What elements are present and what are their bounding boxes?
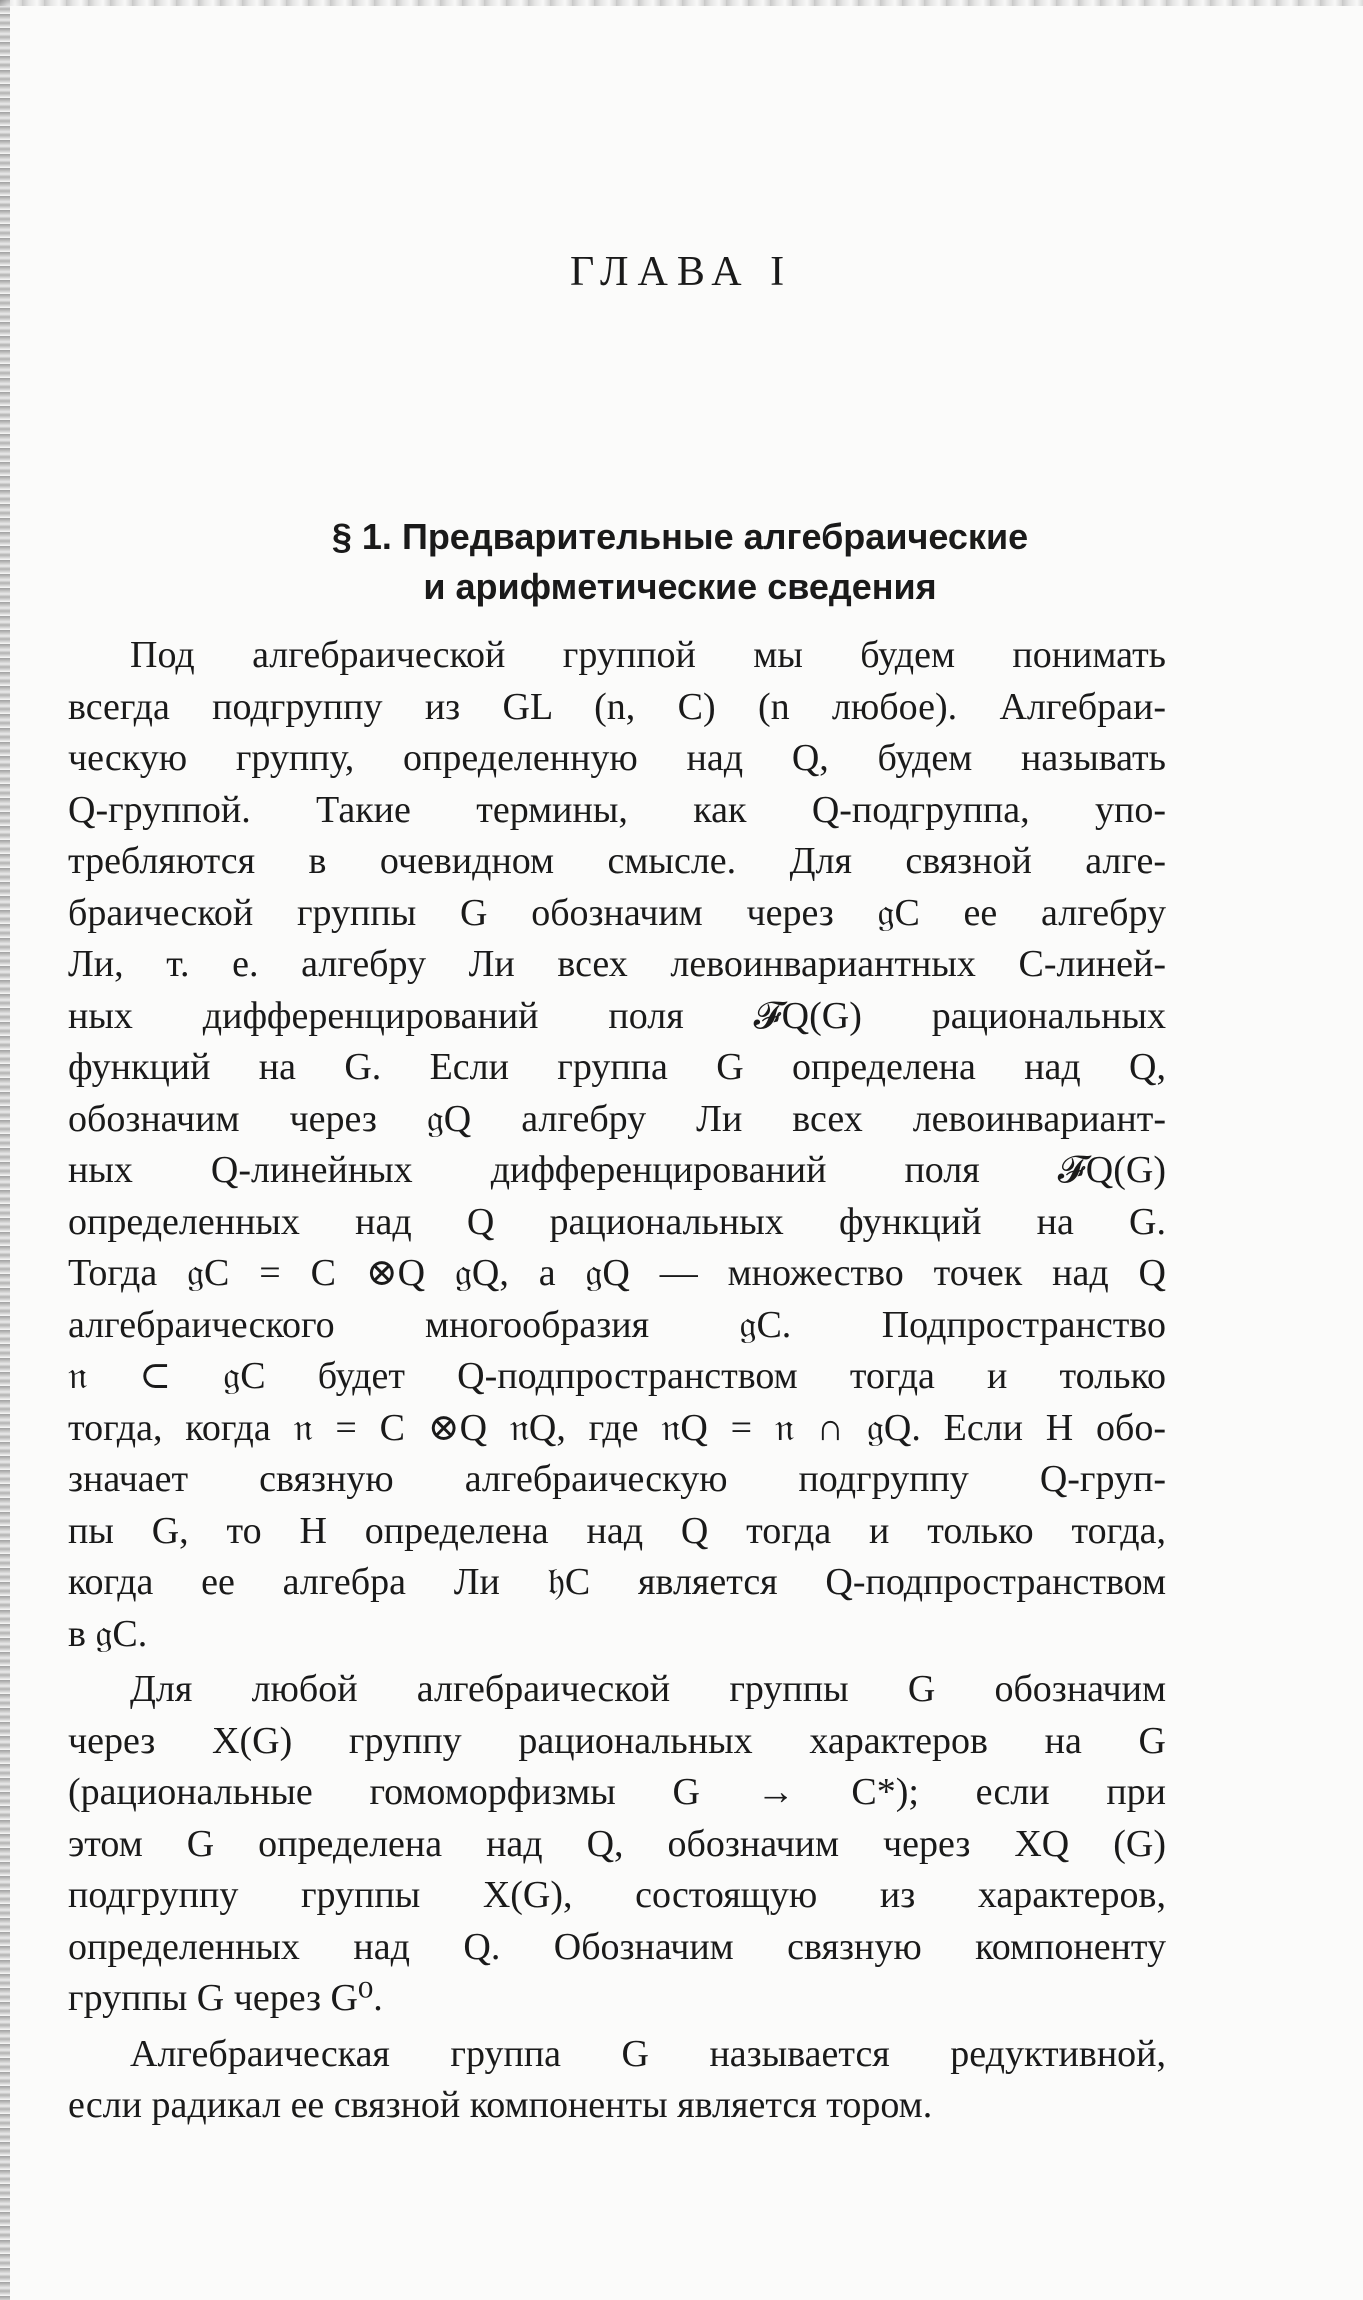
text-line: ческую группу, определенную над Q, будем называть bbox=[68, 737, 1166, 779]
section-title-line-1: § 1. Предварительные алгебраические bbox=[331, 516, 1029, 557]
text-line: подгруппу группы X(G), состоящую из характеров, bbox=[68, 1874, 1166, 1916]
text-line: Ли, т. е. алгебру Ли всех левоинвариантных C-линей- bbox=[68, 943, 1166, 985]
text-line: Q-группой. Такие термины, как Q-подгруппа, упо- bbox=[68, 788, 1166, 831]
text-line: ных дифференцирований поля 𝓕Q(G) рациональных bbox=[68, 994, 1166, 1037]
text-line: если радикал ее связной компоненты является тором. bbox=[68, 2084, 933, 2126]
chapter-title: ГЛАВА I bbox=[569, 249, 794, 295]
paragraph-3 bbox=[68, 2029, 1166, 2132]
text-line: браической группы G обозначим через 𝔤C ее алгебру bbox=[68, 891, 1166, 934]
text-line: пы G, то H определена над Q тогда и только тогда, bbox=[68, 1509, 1166, 1552]
text-line: определенных над Q рациональных функций на G. bbox=[68, 1200, 1166, 1243]
text-line: тогда, когда 𝔫 = C ⊗Q 𝔫Q, где 𝔫Q = 𝔫 ∩ 𝔤Q. Если H обо- bbox=[68, 1406, 1166, 1449]
text-line: (рациональные гомоморфизмы G → C*); если при bbox=[68, 1771, 1166, 1813]
page-left-edge-scan-noise bbox=[0, 0, 10, 2300]
section-title bbox=[140, 512, 1220, 612]
text-line: функций на G. Если группа G определена над Q, bbox=[68, 1046, 1166, 1088]
text-line: значает связную алгебраическую подгруппу Q-груп- bbox=[68, 1458, 1166, 1500]
text-line: этом G определена над Q, обозначим через XQ (G) bbox=[68, 1822, 1166, 1865]
text-line: обозначим через 𝔤Q алгебру Ли всех левоинвариант- bbox=[68, 1097, 1166, 1140]
text-line: ных Q-линейных дифференцирований поля 𝓕Q(G) bbox=[68, 1149, 1166, 1191]
paragraph-1 bbox=[68, 630, 1166, 1660]
text-line: требляются в очевидном смысле. Для связной алге- bbox=[68, 840, 1166, 882]
text-line: 𝔫 ⊂ 𝔤C будет Q-подпространством тогда и только bbox=[68, 1355, 1166, 1397]
body-text bbox=[68, 630, 1166, 2132]
section-title-line-2: и арифметические сведения bbox=[423, 566, 937, 607]
text-line: Тогда 𝔤C = C ⊗Q 𝔤Q, а 𝔤Q — множество точек над Q bbox=[68, 1252, 1166, 1294]
text-line: всегда подгруппу из GL (n, C) (n любое). Алгебраи- bbox=[68, 685, 1166, 728]
text-line: через X(G) группу рациональных характеров на G bbox=[68, 1719, 1166, 1762]
text-line: когда ее алгебра Ли 𝔥C является Q-подпространством bbox=[68, 1561, 1166, 1603]
text-line: определенных над Q. Обозначим связную компоненту bbox=[68, 1925, 1166, 1968]
page-top-edge-scan-noise bbox=[0, 0, 1363, 6]
text-line: Под алгебраической группой мы будем понимать bbox=[130, 634, 1166, 676]
text-line: Для любой алгебраической группы G обозначим bbox=[130, 1668, 1166, 1710]
paragraph-2 bbox=[68, 1664, 1166, 2025]
text-line: в 𝔤C. bbox=[68, 1612, 148, 1655]
text-line: группы G через G⁰. bbox=[68, 1977, 383, 2019]
text-line: Алгебраическая группа G называется редуктивной, bbox=[130, 2032, 1166, 2075]
text-line: алгебраического многообразия 𝔤C. Подпространство bbox=[68, 1303, 1166, 1346]
